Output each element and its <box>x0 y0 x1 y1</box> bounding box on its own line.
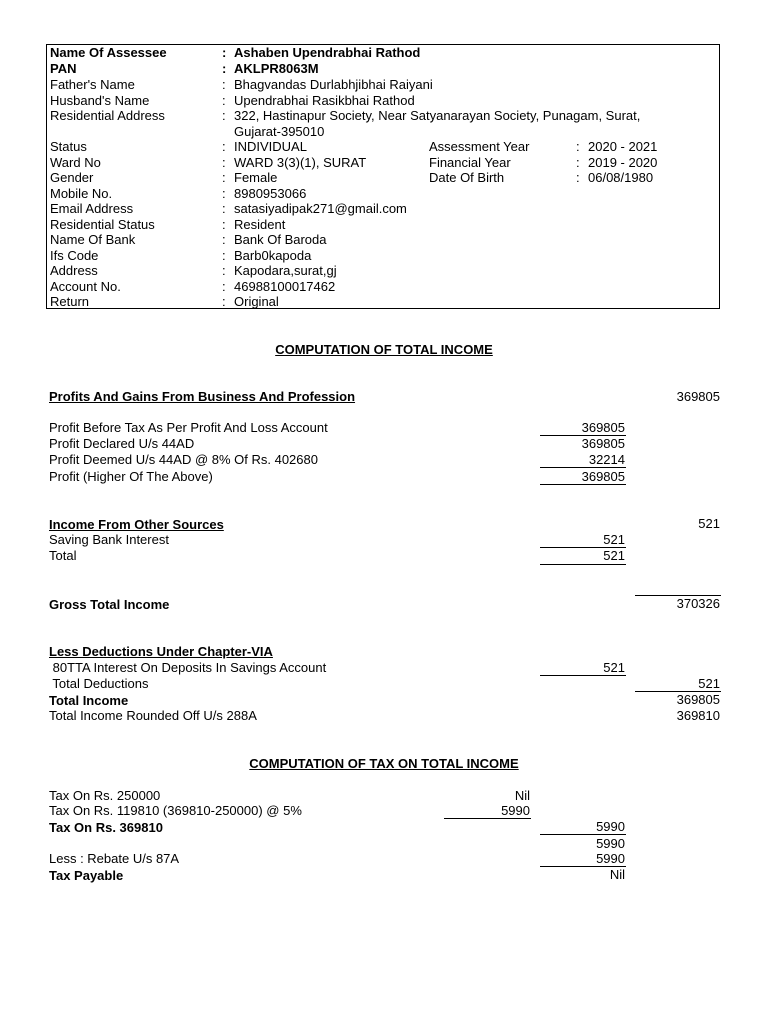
underline <box>540 564 626 565</box>
tax-row-label: Tax On Rs. 119810 (369810-250000) @ 5% <box>49 803 302 818</box>
label-residential-status: Residential Status <box>50 217 155 232</box>
colon: : <box>222 108 226 123</box>
business-row-value: 369805 <box>581 469 625 484</box>
other-row-value: 521 <box>603 532 625 547</box>
rounded-income-value: 369810 <box>676 708 720 723</box>
deduction-item-value: 521 <box>603 660 625 675</box>
total-deductions-value: 521 <box>698 676 720 691</box>
label-mobile-no: Mobile No. <box>50 186 113 201</box>
value-ward-no: WARD 3(3)(1), SURAT <box>234 155 367 170</box>
value-gender: Female <box>234 170 278 185</box>
value-assessment-year: 2020 - 2021 <box>588 139 658 154</box>
other-row-label: Saving Bank Interest <box>49 532 169 547</box>
colon: : <box>222 45 227 60</box>
value-residential-address: 322, Hastinapur Society, Near Satyanarayan Society, Punagam, Surat, <box>234 108 641 123</box>
label-fathers-name: Father's Name <box>50 77 135 92</box>
rebate-value: 5990 <box>596 851 625 866</box>
label-return: Return <box>50 294 90 309</box>
other-sources-heading: Income From Other Sources <box>49 517 224 532</box>
colon: : <box>222 263 226 278</box>
tax-subtotal-value: 5990 <box>596 836 625 851</box>
assessee-details-box <box>46 44 720 309</box>
value-residential-status: Resident <box>234 217 286 232</box>
value-husbands-name: Upendrabhai Rasikbhai Rathod <box>234 93 415 108</box>
gross-total-income-value: 370326 <box>676 596 720 611</box>
business-row-label: Profit Before Tax As Per Profit And Loss Account <box>49 420 328 435</box>
rebate-label: Less : Rebate U/s 87A <box>49 851 180 866</box>
business-heading: Profits And Gains From Business And Profession <box>49 389 356 404</box>
total-income-value: 369805 <box>676 692 720 707</box>
colon: : <box>222 93 226 108</box>
tax-on-income-value: 5990 <box>596 819 625 834</box>
other-sources-total: 521 <box>698 516 720 531</box>
label-pan: PAN <box>50 61 77 76</box>
tax-row-value: Nil <box>514 788 530 803</box>
label-name-of-assessee: Name Of Assessee <box>50 45 167 60</box>
value-pan: AKLPR8063M <box>234 61 319 76</box>
colon: : <box>222 217 226 232</box>
business-row-value: 32214 <box>588 452 625 467</box>
label-gender: Gender <box>50 170 94 185</box>
colon: : <box>576 139 580 154</box>
business-row-value: 369805 <box>581 436 625 451</box>
colon: : <box>222 279 226 294</box>
colon: : <box>222 170 226 185</box>
value-name-of-bank: Bank Of Baroda <box>234 232 327 247</box>
colon: : <box>222 139 226 154</box>
underline <box>444 818 531 819</box>
deductions-heading: Less Deductions Under Chapter-VIA <box>49 644 273 659</box>
other-row-value: 521 <box>603 548 625 563</box>
value-name-of-assessee: Ashaben Upendrabhai Rathod <box>234 45 421 60</box>
value-email-address: satasiyadipak271@gmail.com <box>234 201 407 216</box>
value-ifs-code: Barb0kapoda <box>234 248 312 263</box>
underline <box>540 834 626 835</box>
label-status: Status <box>50 139 87 154</box>
colon: : <box>222 232 226 247</box>
underline <box>540 484 626 485</box>
colon: : <box>576 170 580 185</box>
business-row-label: Profit Deemed U/s 44AD @ 8% Of Rs. 402680 <box>49 452 318 467</box>
label-residential-address: Residential Address <box>50 108 165 123</box>
label-date-of-birth: Date Of Birth <box>429 170 505 185</box>
label-husbands-name: Husband's Name <box>50 93 150 108</box>
label-email-address: Email Address <box>50 201 134 216</box>
colon: : <box>222 248 226 263</box>
label-address: Address <box>50 263 98 278</box>
colon: : <box>222 201 226 216</box>
value-mobile-no: 8980953066 <box>234 186 307 201</box>
value-return: Original <box>234 294 279 309</box>
tax-row-value: 5990 <box>501 803 530 818</box>
tax-payable-label: Tax Payable <box>49 868 124 883</box>
income-section-title: COMPUTATION OF TOTAL INCOME <box>275 342 493 357</box>
tax-row-label: Tax On Rs. 250000 <box>49 788 161 803</box>
total-income-label: Total Income <box>49 693 129 708</box>
value-date-of-birth: 06/08/1980 <box>588 170 654 185</box>
colon: : <box>576 155 580 170</box>
business-row-label: Profit (Higher Of The Above) <box>49 469 213 484</box>
colon: : <box>222 186 226 201</box>
colon: : <box>222 61 227 76</box>
tax-on-income-label: Tax On Rs. 369810 <box>49 820 163 835</box>
colon: : <box>222 294 226 309</box>
tax-payable-value: Nil <box>609 867 625 882</box>
gross-total-income-label: Gross Total Income <box>49 597 170 612</box>
label-financial-year: Financial Year <box>429 155 511 170</box>
underline <box>540 467 626 468</box>
underline <box>540 675 626 676</box>
label-assessment-year: Assessment Year <box>429 139 530 154</box>
value-financial-year: 2019 - 2020 <box>588 155 658 170</box>
value-status: INDIVIDUAL <box>234 139 307 154</box>
rounded-income-label: Total Income Rounded Off U/s 288A <box>49 708 257 723</box>
deduction-item-label: 80TTA Interest On Deposits In Savings Account <box>49 660 327 675</box>
label-name-of-bank: Name Of Bank <box>50 232 136 247</box>
total-deductions-label: Total Deductions <box>49 676 149 691</box>
colon: : <box>222 77 226 92</box>
value-fathers-name: Bhagvandas Durlabhjibhai Raiyani <box>234 77 433 92</box>
value-account-no: 46988100017462 <box>234 279 336 294</box>
colon: : <box>222 155 226 170</box>
label-account-no: Account No. <box>50 279 121 294</box>
business-row-label: Profit Declared U/s 44AD <box>49 436 195 451</box>
label-ifs-code: Ifs Code <box>50 248 99 263</box>
tax-section-title: COMPUTATION OF TAX ON TOTAL INCOME <box>249 756 519 771</box>
label-ward-no: Ward No <box>50 155 101 170</box>
value-address: Kapodara,surat,gj <box>234 263 337 278</box>
business-row-value: 369805 <box>581 420 625 435</box>
business-total: 369805 <box>676 389 720 404</box>
other-row-label: Total <box>49 548 77 563</box>
value-residential-address-line2: Gujarat-395010 <box>234 124 325 139</box>
